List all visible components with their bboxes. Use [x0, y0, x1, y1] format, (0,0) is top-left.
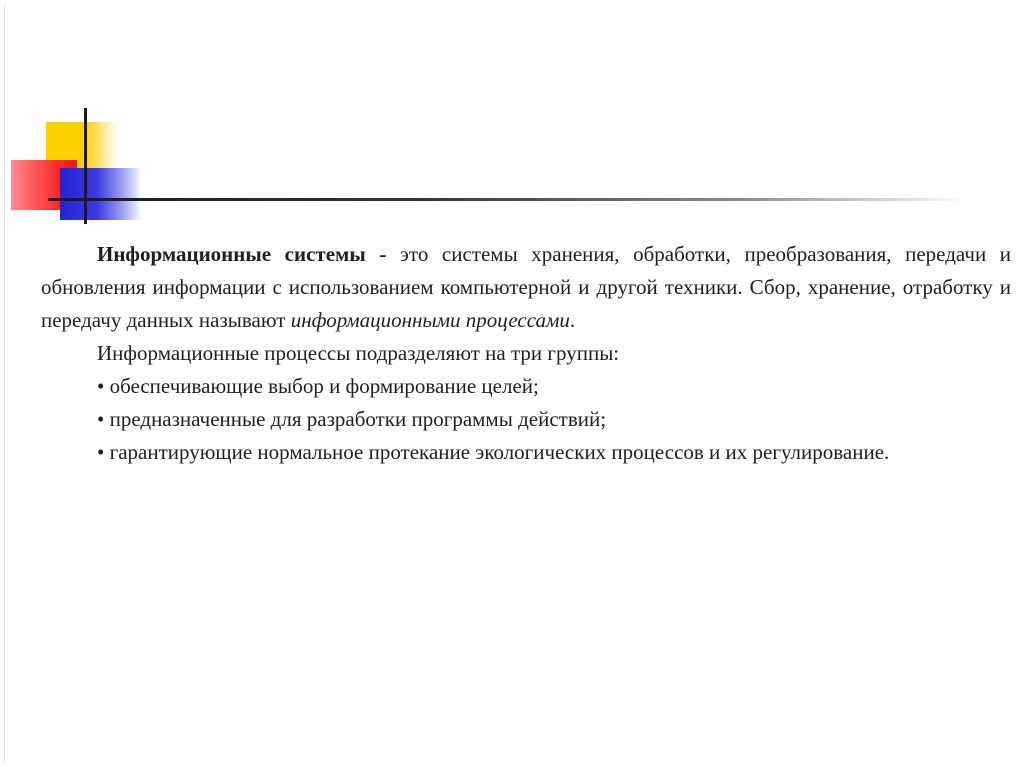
list-item: • предназначенные для разработки программы действий; [97, 407, 607, 431]
definition-term: Информационные системы [97, 242, 366, 266]
vertical-rule [84, 108, 87, 224]
definition-dash: - [365, 242, 400, 266]
definition-end: . [569, 308, 576, 332]
blue-square-decoration [60, 168, 142, 220]
horizontal-rule [48, 198, 968, 201]
definition-text: это системы хранения, обработки, преобразования, передачи и обновления информации с использованием компьютерной и другой техники. Сбор, хранение, отработку и передачу данных называют [41, 242, 1012, 332]
list-item: • гарантирующие нормальное протекание экологических процессов и их регулирование. [97, 440, 890, 464]
definition-paragraph [41, 238, 1011, 337]
definition-emphasis: информационными процессами [290, 308, 570, 332]
slide-body-text [41, 238, 1011, 469]
groups-intro: Информационные процессы подразделяют на три группы: [97, 341, 620, 365]
left-frame-line [4, 4, 5, 763]
list-item: • обеспечивающие выбор и формирование целей; [97, 374, 539, 398]
